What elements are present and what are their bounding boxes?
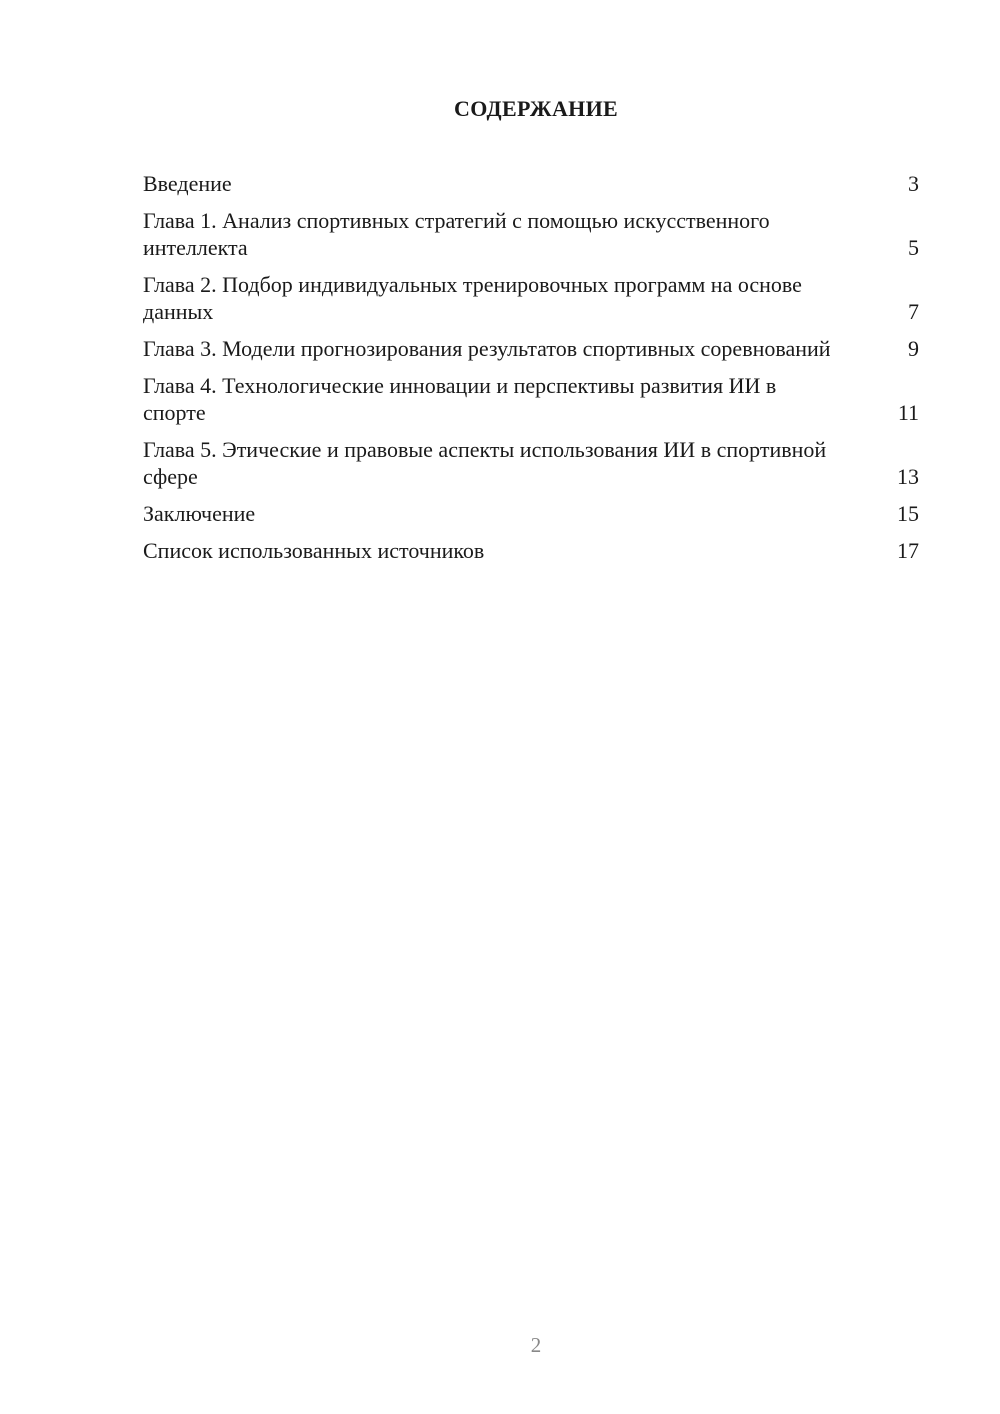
toc-entry-text: Глава 3. Модели прогнозирования результатов спортивных соревнований <box>143 336 831 361</box>
toc-entry-text: Глава 2. Подбор индивидуальных тренировочных программ на основе данных <box>143 272 802 324</box>
toc-entry-chapter-1 <box>143 207 919 261</box>
toc-entry-conclusion <box>143 500 919 527</box>
toc-entry-page: 5 <box>908 235 919 260</box>
toc-entry-text: Заключение <box>143 501 256 526</box>
toc-entry-text: Список использованных источников <box>143 538 485 563</box>
toc-entry-references <box>143 537 919 564</box>
toc-entry-page: 7 <box>908 299 919 324</box>
toc-entry-text: Глава 5. Этические и правовые аспекты использования ИИ в спортивной сфере <box>143 437 827 489</box>
toc-entry-chapter-4 <box>143 372 919 426</box>
page-number: 2 <box>530 1333 542 1357</box>
toc-entry-chapter-5 <box>143 436 919 490</box>
toc-title: СОДЕРЖАНИЕ <box>454 96 618 121</box>
toc-entry-page: 11 <box>897 400 919 425</box>
toc-entry-page: 9 <box>908 336 919 361</box>
toc-entry-page: 17 <box>897 538 919 563</box>
toc-list <box>143 170 919 574</box>
toc-entry-text: Глава 4. Технологические инновации и перспективы развития ИИ в спорте <box>143 373 777 425</box>
toc-entry-text: Введение <box>143 171 232 196</box>
toc-entry-introduction <box>143 170 919 197</box>
toc-entry-page: 15 <box>897 501 919 526</box>
toc-entry-chapter-3 <box>143 335 919 362</box>
toc-entry-chapter-2 <box>143 271 919 325</box>
toc-entry-page: 13 <box>897 464 919 489</box>
toc-entry-page: 3 <box>908 171 919 196</box>
toc-entry-text: Глава 1. Анализ спортивных стратегий с помощью искусственного интеллекта <box>143 208 770 260</box>
